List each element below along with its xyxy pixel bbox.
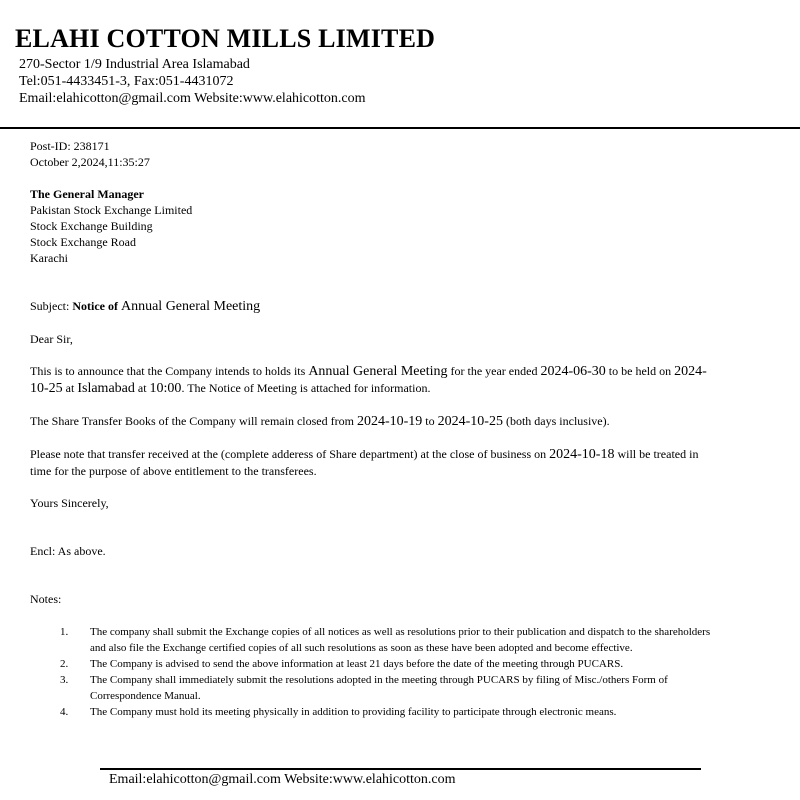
note-number: 1. xyxy=(60,626,69,638)
book-closure-paragraph: The Share Transfer Books of the Company will remain closed from 2024-10-19 to 2024-10-25 (both days inclusive). xyxy=(30,414,610,429)
footer-divider xyxy=(100,768,701,770)
company-address: 270-Sector 1/9 Industrial Area Islamabad xyxy=(19,57,250,72)
note-text: The Company is advised to send the above information at least 21 days before the date of the meeting through PUCARS. xyxy=(90,658,624,670)
note-text: The Company shall immediately submit the resolutions adopted in the meeting through PUCARS by filing of Misc./others Form of xyxy=(90,674,668,686)
note-text: Correspondence Manual. xyxy=(90,690,201,702)
footer-contact: Email:elahicotton@gmail.com Website:www.elahicotton.com xyxy=(109,772,456,787)
recipient-title: The General Manager xyxy=(30,187,144,201)
enclosure: Encl: As above. xyxy=(30,544,106,558)
note-number: 4. xyxy=(60,706,69,718)
note-number: 3. xyxy=(60,674,69,686)
meeting-paragraph: This is to announce that the Company intends to holds its Annual General Meeting for the year ended 2024-06-30 to be held on 2024- 10-25 at Islamabad at 10:00. The Notice of Meeting is attached for information. xyxy=(30,364,707,396)
salutation: Dear Sir, xyxy=(30,332,73,346)
note-text: The Company must hold its meeting physically in addition to providing facility to participate through electronic means. xyxy=(90,706,617,718)
recipient-line: Karachi xyxy=(30,251,68,265)
notes-list xyxy=(30,624,790,720)
list-item xyxy=(30,624,790,656)
company-phone-fax: Tel:051-4433451-3, Fax:051-4431072 xyxy=(19,74,234,89)
note-number: 2. xyxy=(60,658,69,670)
company-name: ELAHI COTTON MILLS LIMITED xyxy=(15,24,436,53)
subject-line: Subject: Notice of Annual General Meeting xyxy=(30,299,261,314)
header-divider xyxy=(0,127,800,129)
note-text: and also file the Exchange certified copies of all such resolutions as soon as these have been adopted and become effective. xyxy=(90,642,633,654)
company-email-website: Email:elahicotton@gmail.com Website:www.elahicotton.com xyxy=(19,91,366,106)
notes-heading: Notes: xyxy=(30,592,62,606)
note-text: The company shall submit the Exchange copies of all notices as well as resolutions prior to their publication and dispatch to the shareholders xyxy=(90,626,711,638)
list-item xyxy=(30,656,790,672)
letter-body xyxy=(30,138,800,607)
transfer-paragraph: Please note that transfer received at the (complete adderess of Share department) at the close of business on 2024-10-18 will be treated in time for the purpose of above entitlement to the transferees. xyxy=(30,447,699,478)
list-item xyxy=(30,704,790,720)
letterhead xyxy=(15,22,435,107)
recipient-line: Pakistan Stock Exchange Limited xyxy=(30,203,193,217)
post-id: Post-ID: 238171 xyxy=(30,139,110,153)
recipient-line: Stock Exchange Building xyxy=(30,219,153,233)
list-item xyxy=(30,672,790,704)
post-datetime: October 2,2024,11:35:27 xyxy=(30,155,150,169)
recipient-line: Stock Exchange Road xyxy=(30,235,136,249)
closing: Yours Sincerely, xyxy=(30,496,109,510)
